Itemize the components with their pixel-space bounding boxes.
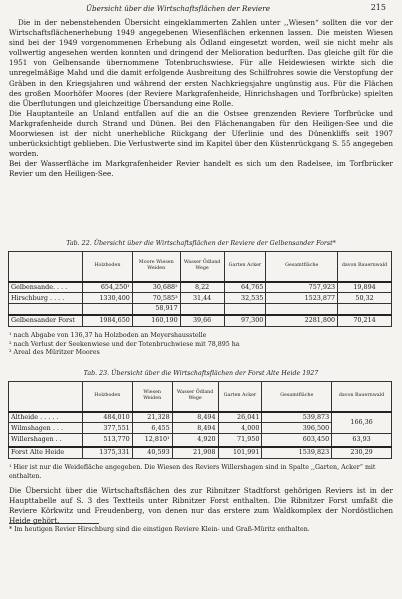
table-header-row [9,252,392,282]
column-header: davon Bauernwald [338,252,392,282]
table-row: Wilmshagen . . . 377,551 6,455 8,494 4,000 396,500 [9,423,392,434]
column-header [9,252,83,282]
column-header: Wasser Ödland Wege [180,252,224,282]
column-header: davon Bauernwald [332,382,392,412]
column-header: Moore Wiesen Weiden [132,252,180,282]
footnote: ² nach Verlust der Seekenwiese und der Totenbruchwiese mit 78,895 ha [9,340,240,348]
table-row: 58,917 [9,304,392,315]
column-header: Holzboden [82,252,132,282]
page-number: 215 [370,3,386,12]
table-row: Gelbensande. . . . 654,250¹ 30,688² 8,22 64,765 757,923 19,894 [9,282,392,293]
column-header: Garten Acker [224,252,266,282]
paragraph: Die Übersicht über die Wirtschaftsflächen des zur Ribnitzer Stadtforst gehörigen Reviers ist in der Haupttabelle auf S. 3 des Textteils unter Ribnitzer Forst enthalten. Die Ribnitzer Forst umfaßt die Reviere Körkwitz und Freudenberg, von denen nur das erstere zum Waldkomplex der Nordöstlichen Heide gehört. [9,486,393,526]
footnote: ¹ nach Abgabe von 136,37 ha Holzboden an Meyershausstelle [9,332,207,339]
table-row: Altheide . . . . . 484,010 21,328 8,494 26,041 539,873 166,36 [9,412,392,423]
table-22-footnotes [9,332,393,358]
paragraph: Die Hauptanteile an Unland entfallen auf die an die Ostsee grenzenden Reviere Torfbrücke und Markgrafenheide durch Strand und Dünen. Bei den Flächenangaben für den Heiligen-See und die Moorwiesen ist der nicht unerhebliche Rückgang der Uferlinie und des Dünenkliffs seit 1907 unberücksichtigt geblieben. Die Verlustwerte sind im Kapitel über den Küstenrückgang S. 55 angegeben worden. [9,108,393,159]
footnote: * Im heutigen Revier Hirschburg sind die einstigen Reviere Klein- und Graß-Müritz enthalten. [9,526,310,533]
table-total-row: Forst Alte Heide 1375,331 40,593 21,908 101,991 1539,823 230,29 [9,447,392,459]
table-23-caption: Tab. 23. Übersicht über die Wirtschaftsflächen der Forst Alte Heide 1927 [83,370,319,377]
column-header: Gesamtfläche [262,382,332,412]
table-row: Hirschburg . . . . 1330,400 70,585³ 31,44 32,535 1523,877 50,32 [9,293,392,304]
table-23 [8,381,392,459]
body-text [9,18,393,180]
paragraph: Bei der Wasserfläche im Markgrafenheider Revier handelt es sich um den Radelsee, im Torfbrücker Revier um den Heiligen-See. [9,159,393,179]
column-header: Wasser Ödland Wege [172,382,218,412]
paragraph: Die in der nebenstehenden Übersicht eingeklammerten Zahlen unter ,,Wiesen“ sollten die vor der Wirtschaftsflächenerhebung 1949 angegebenen Wiesenflächen erkennen lassen. Die meisten Wiesen sind bei der 1949 vorgenommenen Erhebung als Ödland eingesetzt worden, weil sie nicht mehr als vollwertig angesehen werden konnten und dringend der Melioration bedurften. Das gleiche gilt für die 1951 von Gelbensande übernommene Totenbruchswiese. Für alle Heidewiesen wirkte sich die unregelmäßige Mahd und die damit erfolgende Ausbreitung des Schilfrohres sowie die Verstopfung der Gräben in den Kriegsjahren und während der ersten Nachkriegsjahre ungünstig aus. Für die Flächen des großen Moorhöfer Moores (der Reviere Markgrafenheide, Hinrichshagen und Torfbrücke) spielten die Überflutungen und gleichzeitige Übersandung eine Rolle. [9,18,393,108]
running-header: Übersicht über die Wirtschaftsflächen der Reviere [86,4,270,13]
table-22 [8,251,392,327]
footnote-divider [9,523,99,524]
footnote: ³ Areal des Müritzer Moores [9,349,100,357]
table-row: Willershagen . . 513,770 12,810¹ 4,920 71,950 603,450 63,93 [9,434,392,447]
column-header: Garten Acker [218,382,262,412]
table-22-caption: Tab. 22. Übersicht über die Wirtschaftsflächen der Reviere der Gelbensander Forst* [66,240,336,247]
table-23-footnote [9,464,393,481]
page-footnote [9,526,393,535]
table-header-row [9,382,392,412]
column-header: Wiesen Weiden [132,382,172,412]
column-header: Gesamtfläche [266,252,338,282]
table-total-row: Gelbensander Forst 1984,650 160,190 39,66 97,300 2281,800 70,214 [9,315,392,327]
column-header: Holzboden [82,382,132,412]
body-text-bottom [9,486,393,526]
column-header [9,382,83,412]
footnote: ¹ Hier ist nur die Weidefläche angegeben. Die Wiesen des Reviers Willershagen sind in Spalte ,,Garten, Acker“ mit enthalten. [9,464,376,480]
